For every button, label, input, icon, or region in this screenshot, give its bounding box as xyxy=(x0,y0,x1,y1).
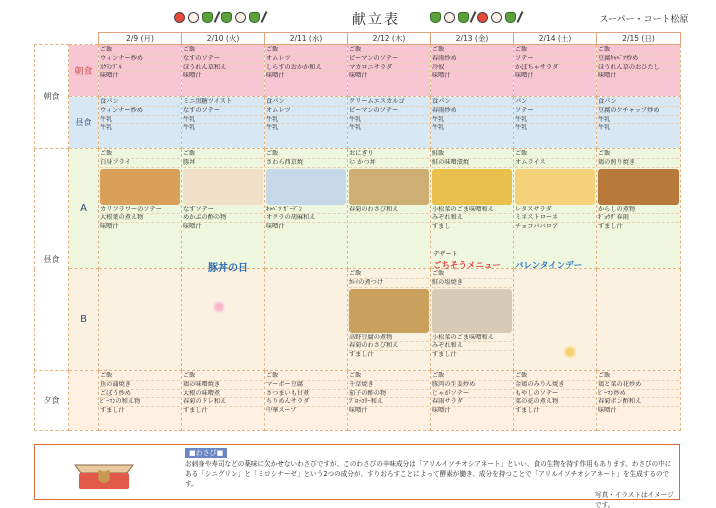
breakfast-label: 朝食 xyxy=(69,45,99,97)
menu-item: おにぎり xyxy=(349,150,429,159)
food-photo xyxy=(266,169,346,205)
menu-item: 豆腐のケチャップ炒め xyxy=(598,107,679,116)
dinner-cell xyxy=(99,371,182,431)
date-header: 2/12 (木) xyxy=(348,33,431,45)
menu-item: 春雨炒め xyxy=(432,55,512,64)
menu-item: 牛乳 xyxy=(598,124,611,132)
lunch-cell xyxy=(265,97,348,149)
menu-item: みぞれ和え xyxy=(432,342,512,351)
menu-item: 春菊ポン酢和え xyxy=(598,398,679,407)
flower-icon xyxy=(563,345,577,359)
menu-item: マーボー豆腐 xyxy=(266,381,346,390)
dinner-cell xyxy=(597,371,681,431)
note-tag: ■わさび■ xyxy=(185,448,227,458)
menu-item: 小松菜のごま味噌和え xyxy=(432,206,512,215)
date-header: 2/14 (土) xyxy=(514,33,597,45)
dinner-cell xyxy=(265,371,348,431)
lunch-outer-label: 昼食 xyxy=(35,149,69,371)
menu-item: すまし汁 xyxy=(183,407,208,415)
menu-item: クリームエスカルゴ xyxy=(349,98,429,107)
lunch-cell xyxy=(99,97,182,149)
dinner-row xyxy=(35,371,681,431)
menu-item: ご飯 xyxy=(266,150,346,159)
menu-item: ご飯 xyxy=(100,150,180,159)
menu-item: 牛乳 xyxy=(349,124,362,132)
menu-item: 牛乳 xyxy=(100,124,113,132)
menu-item: 味噌汁 xyxy=(349,72,368,80)
menu-item: もやしのソテー xyxy=(515,390,595,399)
menu-item: さわら西京焼 xyxy=(266,159,346,168)
menu-item: 味噌汁 xyxy=(100,223,119,231)
menu-b-cell xyxy=(514,269,597,371)
menu-item: ピーマンのソテー xyxy=(349,55,429,64)
menu-item: 白身フライ xyxy=(100,159,180,168)
okame-mask-icon xyxy=(444,12,455,23)
menu-item: ご飯 xyxy=(100,46,180,55)
menu-item: 鶏の味噌焼き xyxy=(183,381,263,390)
menu-item: ﾋﾟｰﾏﾝの和え物 xyxy=(100,398,180,407)
bean-stick-icon xyxy=(214,11,221,23)
menu-item: 鮭の塩焼き xyxy=(432,279,512,288)
oni-icon xyxy=(221,12,232,23)
menu-item: からしの煮物 xyxy=(598,206,679,215)
menu-item: 冷奴 xyxy=(432,64,512,73)
menu-item: 食パン xyxy=(100,98,180,107)
menu-item: オムレツ xyxy=(266,107,346,116)
menu-item: さつまいも甘煮 xyxy=(266,390,346,399)
food-photo xyxy=(432,289,512,333)
oni-icon xyxy=(458,12,469,23)
menu-item: 味噌汁 xyxy=(266,72,285,80)
menu-b-cell xyxy=(597,269,681,371)
oni-icon xyxy=(202,12,213,23)
menu-item: 味噌汁 xyxy=(515,72,534,80)
menu-item: 春菊のドレ和え xyxy=(183,398,263,407)
menu-item: オムレツ xyxy=(266,55,346,64)
bean-stick-icon xyxy=(261,11,268,23)
menu-item: ｷﾞｮｳｻﾞ春雨 xyxy=(598,214,679,223)
date-header: 2/10 (火) xyxy=(182,33,265,45)
menu-item: オムライス xyxy=(515,159,595,168)
menu-item: すまし xyxy=(432,223,451,231)
menu-item: ご飯 xyxy=(183,46,263,55)
breakfast-row xyxy=(35,45,681,97)
menu-item: ﾐﾆ かつ丼 xyxy=(349,159,429,168)
date-header: 2/13 (金) xyxy=(431,33,514,45)
menu-item: 金鶏のみりん焼き xyxy=(515,381,595,390)
menu-item: ﾌﾞﾛｯｺﾘｰ和え xyxy=(349,398,429,407)
menu-item: 牛乳 xyxy=(515,124,528,132)
menu-a-cell xyxy=(597,149,681,269)
menu-item: パン xyxy=(515,98,595,107)
gochisou-menu-label: ごちそうメニュー xyxy=(433,261,502,271)
menu-a-cell xyxy=(182,149,265,269)
lunch-cell xyxy=(182,97,265,149)
menu-item: ﾋﾟｰﾏﾝ炒め xyxy=(598,390,679,399)
menu-item: 牛乳 xyxy=(432,124,445,132)
food-photo xyxy=(598,169,679,205)
menu-item: マカロニサラダ xyxy=(349,64,429,73)
dinner-cell xyxy=(182,371,265,431)
menu-item: すまし汁 xyxy=(432,351,457,359)
bean-stick-icon xyxy=(470,11,477,23)
daruma-icon xyxy=(477,12,488,23)
menu-item: 牛乳 xyxy=(183,116,263,125)
daruma-icon xyxy=(174,12,185,23)
page-title: 献立表 xyxy=(352,12,400,28)
menu-item: 味噌汁 xyxy=(349,407,368,415)
oni-icon xyxy=(249,12,260,23)
menu-item: しらすのおかか和え xyxy=(266,64,346,73)
menu-item: 豚肉の生姜炒め xyxy=(432,381,512,390)
menu-item: ちりめんサラダ xyxy=(266,398,346,407)
menu-item: ご飯 xyxy=(266,372,346,381)
menu-item: ソテー xyxy=(515,55,595,64)
menu-item: 豆腐ｷｬﾍﾞﾂ炒め xyxy=(598,55,679,64)
menu-item: 春菊のわさび和え xyxy=(349,206,429,215)
food-photo xyxy=(100,169,180,205)
menu-item: ｶﾚｲの煮つけ xyxy=(349,279,429,288)
menu-item: ご飯 xyxy=(266,46,346,55)
menu-item: ご飯 xyxy=(349,46,429,55)
menu-item: ご飯 xyxy=(515,46,595,55)
menu-item: めかぶの酢の物 xyxy=(183,214,263,223)
menu-item: ソテー xyxy=(515,107,595,116)
breakfast-cell xyxy=(265,45,348,97)
decoration-right xyxy=(430,9,521,25)
menu-item: ご飯 xyxy=(598,372,679,381)
trivia-note xyxy=(34,444,680,508)
flower-icon xyxy=(212,300,226,314)
menu-item: 牛乳 xyxy=(349,116,429,125)
menu-item: 千草焼き xyxy=(349,381,429,390)
menu-item: すまし汁 xyxy=(100,407,125,415)
menu-item: 鮭の味噌漬焼 xyxy=(432,159,512,168)
bean-stick-icon xyxy=(517,11,524,23)
menu-item: ご飯 xyxy=(100,372,180,381)
menu-item: ご飯 xyxy=(183,150,263,159)
menu-b-cell xyxy=(265,269,348,371)
menu-item: 鮭飯 xyxy=(432,150,512,159)
menu-item: ご飯 xyxy=(432,46,512,55)
menu-item: ミネストローネ xyxy=(515,214,595,223)
menu-item: ごぼう炒め xyxy=(100,390,180,399)
menu-item: 魚の蒲焼き xyxy=(100,381,180,390)
menu-item: 味噌汁 xyxy=(598,72,617,80)
menu-item: ｷｬﾍﾞﾂ ｶﾞｰﾃﾞﾝ xyxy=(266,206,346,215)
menu-item: ピーマンのソテー xyxy=(349,107,429,116)
menu-a-row xyxy=(35,149,681,269)
menu-a-label: A xyxy=(69,149,99,269)
menu-item: ご飯 xyxy=(515,372,595,381)
menu-b-label: B xyxy=(69,269,99,371)
breakfast-cell xyxy=(182,45,265,97)
lunch-cell xyxy=(597,97,681,149)
date-header: 2/9 (月) xyxy=(99,33,182,45)
menu-item: 味噌汁 xyxy=(266,223,285,231)
menu-item: ご飯 xyxy=(432,270,512,279)
dinner-outer-label: 夕食 xyxy=(35,371,69,431)
menu-item: オクラの胡麻和え xyxy=(266,214,346,223)
lunch-row xyxy=(35,97,681,149)
okame-mask-icon xyxy=(188,12,199,23)
menu-item: ご飯 xyxy=(349,270,429,279)
date-row xyxy=(35,33,681,45)
date-header: 2/11 (水) xyxy=(265,33,348,45)
kotatsu-icon xyxy=(69,453,139,493)
menu-item: すまし汁 xyxy=(598,223,623,231)
menu-item: ウィンナー炒め xyxy=(100,55,180,64)
breakfast-cell xyxy=(514,45,597,97)
image-credit: 写真・イラストはイメージです。 xyxy=(595,491,674,508)
dessert-label: デザート xyxy=(433,251,458,258)
valentine-day-label: バレンタインデー xyxy=(515,261,583,271)
oni-icon xyxy=(430,12,441,23)
menu-item: 味噌汁 xyxy=(598,407,617,415)
menu-item: ｽｸﾗﾝﾌﾞﾙ xyxy=(100,64,180,73)
food-photo xyxy=(183,169,263,205)
menu-item: 牛乳 xyxy=(598,116,679,125)
oni-icon xyxy=(505,12,516,23)
food-photo xyxy=(432,169,512,205)
menu-item: じゃがソテー xyxy=(432,390,512,399)
menu-item: 食パン xyxy=(266,98,346,107)
menu-item: ご飯 xyxy=(183,372,263,381)
menu-item: 牛乳 xyxy=(432,116,512,125)
menu-item xyxy=(349,214,429,223)
menu-item: 味噌汁 xyxy=(432,72,451,80)
menu-item: ご飯 xyxy=(515,150,595,159)
menu-item: 鶏の照り焼き xyxy=(598,159,679,168)
breakfast-cell xyxy=(431,45,514,97)
food-photo xyxy=(515,169,595,205)
menu-item: 鶏と菜の花炒め xyxy=(598,381,679,390)
menu-item: ミニ黒糖ツイスト xyxy=(183,98,263,107)
dinner-cell xyxy=(348,371,431,431)
menu-item: 春菊のわさび和え xyxy=(349,342,429,351)
breakfast-outer-label: 朝食 xyxy=(35,45,69,149)
menu-item: 大根の味噌煮 xyxy=(183,390,263,399)
menu-a-cell xyxy=(265,149,348,269)
breakfast-cell xyxy=(597,45,681,97)
lunch-cell xyxy=(431,97,514,149)
breakfast-cell xyxy=(99,45,182,97)
menu-item: 牛乳 xyxy=(515,116,595,125)
menu-item: なすソテー xyxy=(183,206,263,215)
menu-b-cell xyxy=(348,269,431,371)
menu-item: ほうれん草のおひたし xyxy=(598,64,679,73)
butadon-day-label: 豚丼の日 xyxy=(208,263,248,274)
food-photo xyxy=(349,169,429,205)
menu-item: 中華スープ xyxy=(266,407,297,415)
menu-item: 茄子の酢の物 xyxy=(349,390,429,399)
menu-item: 牛乳 xyxy=(266,116,346,125)
menu-item: なすのソテー xyxy=(183,55,263,64)
note-text: お刺身や寿司などの薬味に欠かせないわさびですが、このわさびの辛味成分は「アリルイソチオシアネート」といい、食の生物を持す作用もあります。わさびの中にある「シニグリン」と「ミロシナーゼ」という2つの成分が、すりおろすことによって酵素が働き、成分を持つことで「アリルイソチオシアネート」を生成するのです。 xyxy=(185,460,672,488)
menu-item: ご飯 xyxy=(432,372,512,381)
breakfast-cell xyxy=(348,45,431,97)
menu-b-row xyxy=(35,269,681,371)
menu-item: なすのソテー xyxy=(183,107,263,116)
menu-item: 高野豆腐の煮物 xyxy=(349,334,429,343)
menu-item: 豚丼 xyxy=(183,159,263,168)
menu-item: レタスサラダ xyxy=(515,206,595,215)
lunch-label: 昼食 xyxy=(69,97,99,149)
menu-item: カリフラワーのソテー xyxy=(100,206,180,215)
menu-item: 大根葉の煮え物 xyxy=(100,214,180,223)
menu-item: 春雨炒め xyxy=(432,107,512,116)
store-name: スーパー・コート松原 xyxy=(599,15,689,25)
menu-b-cell xyxy=(431,269,514,371)
menu-item: みぞれ和え xyxy=(432,214,512,223)
menu-b-cell xyxy=(99,269,182,371)
menu-item: 牛乳 xyxy=(266,124,279,132)
menu-b-cell xyxy=(182,269,265,371)
menu-item: すまし汁 xyxy=(515,407,540,415)
menu-item: 食パン xyxy=(432,98,512,107)
dinner-cell xyxy=(514,371,597,431)
menu-table xyxy=(34,32,681,431)
menu-a-cell xyxy=(514,149,597,269)
menu-item: 菜の花の煮え物 xyxy=(515,398,595,407)
dinner-cell xyxy=(431,371,514,431)
menu-item: 味噌汁 xyxy=(183,223,202,231)
lunch-cell xyxy=(514,97,597,149)
menu-item: チョコババロア xyxy=(515,223,559,231)
menu-item: すまし汁 xyxy=(349,351,374,359)
lunch-cell xyxy=(348,97,431,149)
menu-item: かぼちゃサラダ xyxy=(515,64,595,73)
menu-header xyxy=(0,0,716,32)
menu-a-cell xyxy=(348,149,431,269)
okame-mask-icon xyxy=(235,12,246,23)
decoration-left xyxy=(174,9,265,25)
menu-item: ご飯 xyxy=(598,46,679,55)
menu-item: 味噌汁 xyxy=(100,72,119,80)
menu-item: 小松菜のごま味噌和え xyxy=(432,334,512,343)
menu-item: 食パン xyxy=(598,98,679,107)
menu-item: ご飯 xyxy=(349,372,429,381)
food-photo xyxy=(349,289,429,333)
date-header: 2/15 (日) xyxy=(597,33,681,45)
menu-item: 牛乳 xyxy=(183,124,196,132)
okame-mask-icon xyxy=(491,12,502,23)
menu-item: ほうれん草和え xyxy=(183,64,263,73)
menu-item: 味噌汁 xyxy=(432,407,451,415)
menu-item: ご飯 xyxy=(598,150,679,159)
menu-item: 牛乳 xyxy=(100,116,180,125)
menu-item: 春雨サラダ xyxy=(432,398,512,407)
menu-item: 味噌汁 xyxy=(183,72,202,80)
menu-item xyxy=(349,223,429,232)
menu-a-cell xyxy=(99,149,182,269)
menu-item: ウィンナー炒め xyxy=(100,107,180,116)
